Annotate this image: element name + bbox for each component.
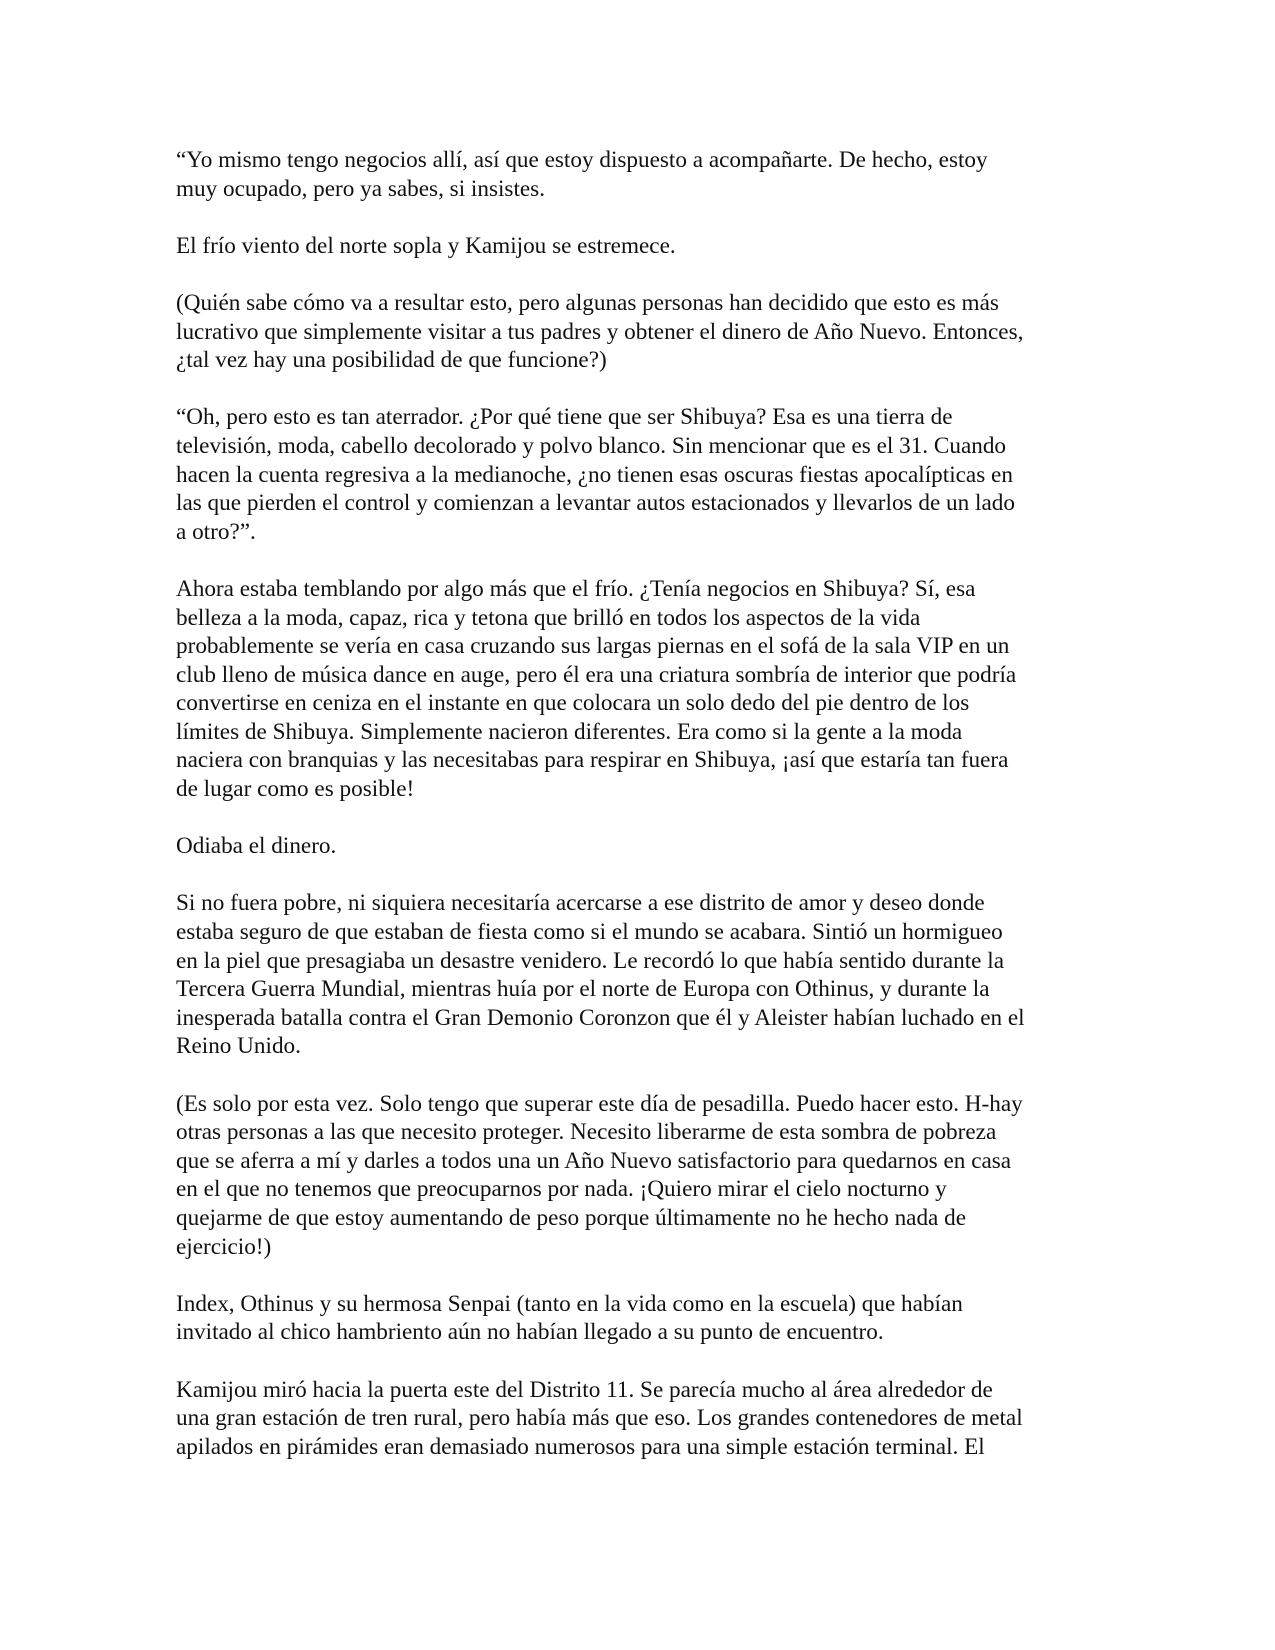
paragraph: Ahora estaba temblando por algo más que el frío. ¿Tenía negocios en Shibuya? Sí, esa belleza a la moda, capaz, rica y tetona que brilló en todos los aspectos de la vida probablemente se vería en casa cruzando sus largas piernas en el sofá de la sala VIP en un club lleno de música dance en auge, pero él era una criatura sombría de interior que podría convertirse en ceniza en el instante en que colocara un solo dedo del pie dentro de los límites de Shibuya. Simplemente nacieron diferentes. Era como si la gente a la moda naciera con branquias y las necesitabas para respirar en Shibuya, ¡así que estaría tan fuera de lugar como es posible! xyxy=(176,575,1017,803)
paragraph: Odiaba el dinero. xyxy=(176,833,337,860)
paragraph: Kamijou miró hacia la puerta este del Distrito 11. Se parecía mucho al área alrededor de una gran estación de tren rural, pero había más que eso. Los grandes contenedores de metal apilados en pirámides eran demasiado numerosos para una simple estación terminal. El xyxy=(176,1376,1023,1460)
paragraph: (Quién sabe cómo va a resultar esto, pero algunas personas han decidido que esto es más lucrativo que simplemente visitar a tus padres y obtener el dinero de Año Nuevo. Entonces, ¿tal vez hay una posibilidad de que funcione?) xyxy=(176,289,1024,374)
paragraph: El frío viento del norte sopla y Kamijou se estremece. xyxy=(176,232,676,259)
paragraph: “Yo mismo tengo negocios allí, así que estoy dispuesto a acompañarte. De hecho, estoy muy ocupado, pero ya sabes, si insistes. xyxy=(176,147,988,202)
paragraph: Si no fuera pobre, ni siquiera necesitaría acercarse a ese distrito de amor y deseo donde estaba seguro de que estaban de fiesta como si el mundo se acabara. Sintió un hormigueo en la piel que presagiaba un desastre venidero. Le recordó lo que había sentido durante la Tercera Guerra Mundial, mientras huía por el norte de Europa con Othinus, y durante la inesperada batalla contra el Gran Demonio Coronzon que él y Aleister habían luchado en el Reino Unido. xyxy=(176,890,1025,1060)
body-text xyxy=(176,146,1101,1461)
paragraph: “Oh, pero esto es tan aterrador. ¿Por qué tiene que ser Shibuya? Esa es una tierra de televisión, moda, cabello decolorado y polvo blanco. Sin mencionar que es el 31. Cuando hacen la cuenta regresiva a la medianoche, ¿no tienen esas oscuras fiestas apocalípticas en las que pierden el control y comienzan a levantar autos estacionados y llevarlos de un lado a otro?”. xyxy=(176,404,1015,545)
paragraph: (Es solo por esta vez. Solo tengo que superar este día de pesadilla. Puedo hacer esto. H-hay otras personas a las que necesito proteger. Necesito liberarme de esta sombra de pobreza que se aferra a mí y darles a todos una un Año Nuevo satisfactorio para quedarnos en casa en el que no tenemos que preocuparnos por nada. ¡Quiero mirar el cielo nocturno y quejarme de que estoy aumentando de peso porque últimamente no he hecho nada de ejercicio!) xyxy=(176,1090,1023,1260)
paragraph: Index, Othinus y su hermosa Senpai (tanto en la vida como en la escuela) que habían invitado al chico hambriento aún no habían llegado a su punto de encuentro. xyxy=(176,1290,963,1346)
